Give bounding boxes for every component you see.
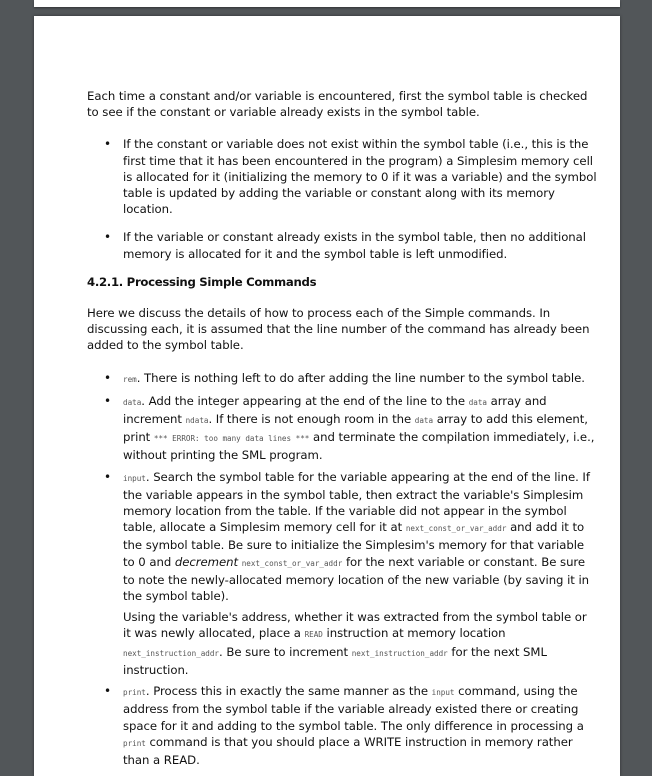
code-next-instruction-addr: next_instruction_addr [351,648,448,658]
symbol-table-bullet-list [87,136,597,261]
commands-bullet-list [87,370,597,768]
code-next-instruction-addr: next_instruction_addr [123,648,220,658]
code-input: input [123,473,146,483]
code-input: input [431,688,455,698]
intro-paragraph: Each time a constant and/or variable is encountered, first the symbol table is checked to see if the constant or variable already exists in the symbol table. [87,89,588,120]
code-data-array: data [468,397,487,407]
list-item-print: • print. Process this in exactly the same manner as the input command, using the address from the symbol table if the variable already existed there or creating space for it and adding to the symbol table. The only difference in processing a print command is that you should place a WRITE instruction in memory rather than a READ. [87,683,597,768]
code-rem: rem [123,374,137,384]
commands-intro-paragraph: Here we discuss the details of how to process each of the Simple commands. In discussing each, it is assumed that the line number of the command has already been added to the symbol table. [87,306,590,353]
list-item-input: • input. Search the symbol table for the variable appearing at the end of the line. If the variable appears in the symbol table, then extract the variable's Simplesim memory location from the table. If the variable did not appear in the symbol table, allocate a Simplesim memory cell for it at next_const_or_var_addr and add it to the symbol table. Be sure to initialize the Simplesim's memory for that variable to 0 and decrement next_const_or_var_addr for the next variable or constant. Be sure to note the newly-allocated memory location of the new variable (by saving it in the symbol table). Using the variable's address, whether it was extracted from the symbol table or it was newly allocated, place a READ instruction at memory location next_instruction_addr. Be sure to increment next_instruction_addr for the next SML instruction. [87,469,597,678]
section-heading: 4.2.1. Processing Simple Commands [87,274,317,289]
emphasis-decrement: decrement [174,554,239,569]
code-error-message: *** ERROR: too many data lines *** [153,434,310,444]
code-print: print [123,738,146,748]
list-item: • If the variable or constant already exists in the symbol table, then no additional memory is allocated for it and the symbol table is left unmodified. [87,229,597,261]
list-item-rem: • rem. There is nothing left to do after adding the line number to the symbol table. [87,370,597,388]
page-content [87,88,597,773]
list-item-data: • data. Add the integer appearing at the end of the line to the data array and increment ndata. If there is not enough room in the data array to add this element, print *** ERROR: too many data lines *** and terminate the compilation immediately, i.e., without printing the SML program. [87,393,597,464]
document-page [34,16,620,776]
code-data: data [123,397,142,407]
code-data-array: data [414,416,434,426]
code-next-const-or-var-addr: next_const_or_var_addr [405,524,507,534]
code-ndata: ndata [185,416,209,426]
previous-page-edge [34,0,620,7]
code-read: READ [304,630,323,640]
code-next-const-or-var-addr: next_const_or_var_addr [241,558,343,568]
list-item: • If the constant or variable does not exist within the symbol table (i.e., this is the first time that it has been encountered in the program) a Simplesim memory cell is allocated for it (initializing the memory to 0 if it was a variable) and the symbol table is updated by adding the variable or constant along with its memory location. [87,136,597,217]
code-print: print [123,688,146,698]
